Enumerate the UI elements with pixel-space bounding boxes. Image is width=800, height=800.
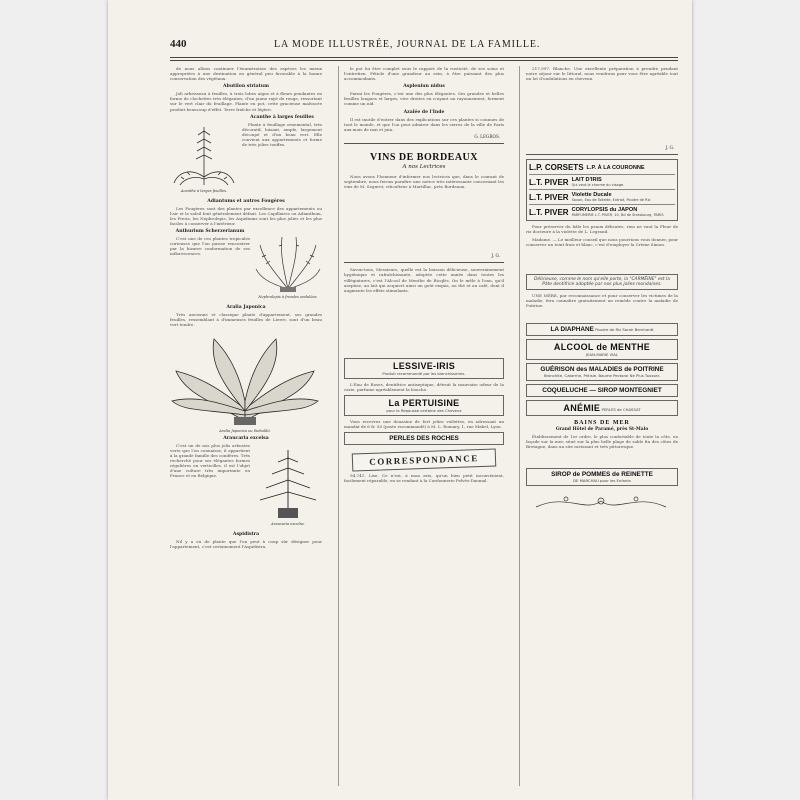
- paragraph: Madame. — Le meilleur conseil que nous pourrions vous donner, pour conserver un teint frais et blanc, c'est d'employer la Crème Simon.: [526, 236, 678, 247]
- ad-product: L.P. À LA COURONNE: [586, 164, 645, 171]
- ad-headline: LA DIAPHANE: [550, 326, 594, 334]
- paragraph: Vous recevrez une douzaine de fort jolies voilettes, en adressant un mandat de 6 fr. 50 (poste recommandé) à M. L. Romary, 1, rue Mabel, Lyon.: [344, 418, 504, 430]
- journal-title: LA MODE ILLUSTRÉE, JOURNAL DE LA FAMILLE.: [274, 39, 541, 50]
- ad-subline: Qui veut le charme du visage.: [571, 183, 625, 188]
- ad-headline: PERLES DES ROCHES: [389, 435, 459, 443]
- signature: G. LEGROS.: [474, 133, 500, 139]
- section-heading: Araucaria excelsa: [223, 435, 269, 441]
- paragraph: C'est une de ces plantes tropicales curieuses que l'on puisse rencontrer par la bizarre conformation de ses inflorescences.: [170, 236, 250, 257]
- aralia-plant-image: [170, 331, 320, 427]
- paragraph: C'est un de nos plus jolis arbustes verts que l'on connaisse; il appartient à la grande famille des conifères. Très recherché pour ses élégantes formes régulières en verticilles, il est l'objet d'une culture très importante en France et en Belgique.: [170, 442, 250, 479]
- ad-lessive-iris: [344, 358, 504, 379]
- paragraph: UNE MÈRE, par reconnaissance et pour conserver les victimes de la maladie, fera connaître gratuitement un remède contre la maladie de Poitrine.: [526, 292, 678, 308]
- ad-subline: Poudre de Riz Sarah Bernhardt: [595, 327, 654, 333]
- ad-headline: COQUELUCHE — SIROP MONTEGNIET: [542, 387, 662, 395]
- paragraph: de nous allons continuer l'énumération des espèces les mieux appropriées à une destination en général peu favorable à la bonne conservation des végétaux.: [170, 66, 322, 82]
- paragraph: Joli arbrisseau à feuilles, à trois lobes aigus et à fleurs pendantes en forme de clochettes très élégantes, d'un jaune rayé de rouge, ressortant sur le vert clair du feuillage. Plante en pot, cette gracieuse malvacée produit beaucoup d'effet. Terre fraîche et légère.: [170, 91, 322, 112]
- ad-headline: SIROP de POMMES de REINETTE: [551, 471, 653, 479]
- vins-title: VINS DE BORDEAUX: [369, 151, 478, 163]
- ad-headline: ANÉMIE: [563, 403, 601, 414]
- ad-subline: Produit recommandé par les blanchisseries.: [382, 370, 466, 376]
- ad-row: [529, 161, 675, 175]
- ad-carmeine: [526, 274, 678, 290]
- ad-alcool-menthe: [526, 339, 678, 360]
- ad-subline: PARFUMERIE L.T. PIVER, 10, Bd de Strasbourg, PARIS: [571, 213, 664, 218]
- paragraph: le pot lui être complet sous le rapport de la rusticité, de ses soins et l'entretien. Pétiole d'une grandeur au sein, à être puissant des plus accommodants.: [344, 66, 504, 82]
- araucaria-plant-image: [254, 446, 322, 520]
- correspondance-banner: CORRESPONDANCE: [352, 449, 497, 472]
- header-rule-2: [170, 60, 678, 61]
- ad-text: Délicieuse, comme le nom qu'elle porte, la "CARMÉINE" est la Pâte dentifrice adoptée par nos plus jolies mondaines.: [534, 276, 670, 287]
- section-heading: Anthurium Scherzerianum: [175, 229, 245, 235]
- bains-subtitle: Grand Hôtel de Paramé, près St-Malo: [555, 427, 649, 433]
- paragraph: Plante à feuillage ornemental, très décoratif, luisant, ample, largement découpé et d'un beau vert. Elle convient aux appartements et forme de très jolies touffes.: [242, 121, 322, 148]
- divider: [344, 143, 504, 144]
- ad-perles-des-roches: [344, 432, 504, 445]
- ad-subline: Savon, Eau de Toilette, Extrait, Poudre de Riz: [571, 198, 651, 203]
- divider: [526, 154, 678, 155]
- paragraph: Nous avons l'honneur d'informer nos lectrices que, dans le courant de septembre, nous ferons paraître une notice très intéressante concernant les vins de M. Seguret, viticulteur à Martillac, près Bordeaux.: [344, 173, 504, 190]
- paragraph: Les Fougères sont des plantes par excellence des appartements ou l'air et le soleil font généralement défaut. Les Capillaires ou Adianthum, les Pteris, les Nephrolepis, les Aspidiums sont les plus jolies et les plus faciles à conserver à l'intérieur.: [170, 205, 322, 227]
- ad-headline: GUÉRISON des MALADIES de POITRINE: [540, 366, 664, 374]
- vins-subtitle: A nos Lectrices: [402, 163, 446, 170]
- ad-subline: PERLES de CHASSAT: [601, 407, 641, 413]
- paragraph: L'Eau de Roses, dentifrice antiseptique, détruit la mauvaise odeur de la carie, parfume agréablement la bouche.: [344, 381, 504, 392]
- paragraph: Pour préserver du hâle les peaux délicates, rien ne vaut la Fleur de riz docteure à la violette de L. Legrand.: [526, 224, 678, 235]
- ad-subline: DE MARCHAU pour les Enfants: [573, 478, 631, 484]
- ad-product: LAIT D'IRIS: [571, 177, 602, 184]
- ad-subline: JEAN-MARIE VIAL: [586, 352, 618, 358]
- section-heading: Abutilon striatum: [223, 84, 269, 90]
- column-middle: [344, 66, 504, 792]
- signature: J. G.: [665, 145, 674, 151]
- section-heading: Aralia Japonica: [226, 305, 266, 311]
- fern-plant-image: [254, 231, 322, 293]
- paragraph: Parmi les Fougères, c'est une des plus élégantes. Ses grandes et belles feuilles longues et larges, vive droites en n'ayant un rayonnement, forment comme un nid.: [344, 91, 504, 107]
- araucaria-illustration: [254, 446, 322, 526]
- ad-diaphane: [526, 323, 678, 336]
- figure-caption: Nephrolepis à frondes ondulées.: [258, 295, 318, 300]
- figure-caption: Araucaria excelsa.: [271, 521, 305, 526]
- figure-caption: Acanthe à larges feuilles.: [180, 188, 228, 193]
- ad-product: CORYLOPSIS du JAPON: [571, 207, 638, 214]
- section-heading: Adiantums et autres Fougères: [207, 198, 285, 204]
- ad-row: [529, 205, 675, 219]
- ad-product: Violette Ducale: [571, 192, 612, 199]
- ad-brand: L.P. CORSETS: [529, 163, 584, 173]
- newspaper-page: [108, 0, 692, 800]
- ad-headline: La PERTUISINE: [388, 397, 460, 408]
- ad-subline: pour la Repousse certaine des Cheveux: [386, 407, 462, 413]
- figure-caption: Aralia Japonica ou Sieboldii.: [219, 428, 271, 433]
- ad-pertuisine: [344, 395, 504, 416]
- piver-ad-block: [526, 159, 678, 221]
- column-separator: [519, 66, 520, 786]
- ad-sirop-pommes: [526, 468, 678, 486]
- ad-coqueluche: [526, 384, 678, 397]
- section-heading: Azalée de l'Inde: [403, 109, 445, 115]
- column-right: [526, 66, 678, 792]
- bains-title: BAINS DE MER: [574, 420, 630, 427]
- paragraph: Il est inutile d'entrer dans des explications sur ces plantes si connues de tout le monde, et que l'on peut admirer dans les serres de la ville de Paris aux mois de mai et juin.: [344, 116, 504, 132]
- paragraph: Établissement de 1er ordre, le plus confortable de toute la côte, en façade sur la mer, situé sur la plus belle plage de sable fin des côtes de Bretagne, dans un site ravissant et très pittoresque.: [526, 434, 678, 450]
- acanthe-illustration: [170, 117, 238, 193]
- paragraph: 217,997. Blanche. Une excellente préparation à prendre pendant notre séjour sur le littoral, nous vendrons pour vous être agréable tout un lot d'ondulations en cheveux.: [526, 66, 678, 82]
- ad-brand: L.T. PIVER: [529, 192, 569, 202]
- column-left: [170, 66, 322, 792]
- ad-row: [529, 175, 675, 190]
- header-rule: [170, 57, 678, 58]
- signature: J. G.: [491, 253, 500, 259]
- ad-subline: Bronchite, Catarrhe, Phtisie. Baume Pectoral Ne Plus Tousser.: [543, 373, 661, 379]
- paragraph: Nil y a eu de plante que l'on peut à coup sûr désigner pour l'appartement, c'est certainement l'Aspidistra.: [170, 538, 322, 549]
- page-number: 440: [170, 38, 187, 50]
- divider: [344, 262, 504, 263]
- section-heading: Aspleniun nidus: [403, 84, 445, 90]
- paragraph: Très ancienne et classique plante d'appartement, ses grandes feuilles, ressemblant à d'immenses feuilles de Lierre, sont d'un beau vert tendre.: [170, 312, 322, 328]
- floral-ornament: [526, 489, 676, 515]
- ad-headline: ALCOOL de MENTHE: [553, 342, 651, 353]
- ad-brand: L.T. PIVER: [529, 207, 569, 217]
- section-heading: Aspidistra: [232, 531, 260, 537]
- column-separator: [338, 66, 339, 786]
- paragraph: 94,741. Lise. Ce n'est, à mon avis, qu'un bien petit inconvénient, facilement réparable, en se rendant à la Cordonnerie Pelvès-Daumal.: [344, 473, 504, 484]
- fern-illustration: [254, 231, 322, 299]
- acanthe-plant-image: [170, 117, 238, 187]
- section-heading: Acanthe à larges feuilles: [250, 114, 314, 120]
- ad-headline: LESSIVE-IRIS: [392, 360, 456, 371]
- ad-anemie: [526, 400, 678, 416]
- ad-poitrine: [526, 363, 678, 381]
- aralia-illustration: [170, 331, 320, 433]
- paragraph: Savon-tous, Messieurs, quelle est la boisson délicieuse, souverainement hygiénique et rafraîchissante, adoptée cette année dans toutes les villégiatures, c'est l'Alcool de Menthe de Ricqlès. On le mêle à l'eau, qu'il aseptise, au lait qui acquiert ainsi un goût exquis, au thé et au café, dont il augmente les effets stimulants.: [344, 267, 504, 293]
- page-header: [170, 36, 678, 56]
- ad-row: [529, 190, 675, 205]
- ad-brand: L.T. PIVER: [529, 177, 569, 187]
